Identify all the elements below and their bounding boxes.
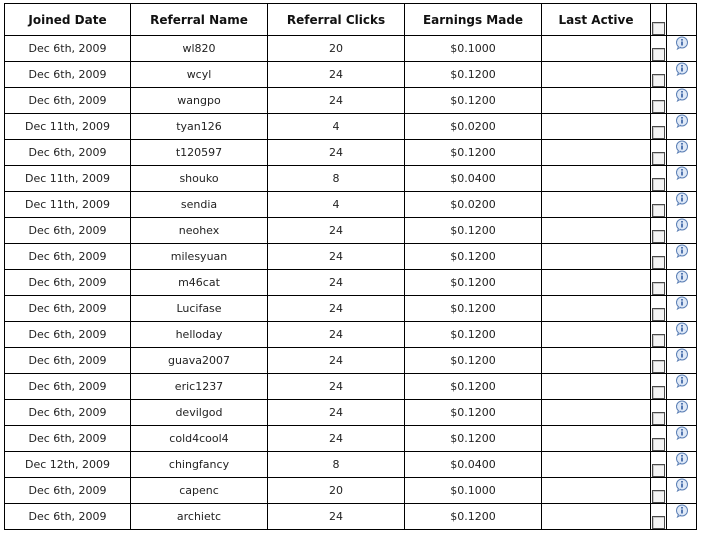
joined-date-cell: Dec 6th, 2009 bbox=[5, 426, 130, 451]
row-info-cell bbox=[667, 348, 696, 373]
info-icon[interactable] bbox=[675, 404, 689, 417]
row-select-checkbox[interactable] bbox=[652, 48, 665, 61]
earnings-made-cell: $0.1200 bbox=[405, 140, 541, 165]
row-select-cell bbox=[651, 192, 666, 217]
info-icon[interactable] bbox=[675, 118, 689, 131]
joined-date-cell: Dec 11th, 2009 bbox=[5, 114, 130, 139]
joined-date-cell: Dec 6th, 2009 bbox=[5, 296, 130, 321]
table-row bbox=[5, 348, 696, 373]
row-select-cell bbox=[651, 166, 666, 191]
row-select-checkbox[interactable] bbox=[652, 152, 665, 165]
row-select-checkbox[interactable] bbox=[652, 256, 665, 269]
referral-name-cell: milesyuan bbox=[131, 244, 267, 269]
referral-clicks-cell: 24 bbox=[268, 62, 404, 87]
info-icon[interactable] bbox=[675, 326, 689, 339]
referral-clicks-cell: 24 bbox=[268, 244, 404, 269]
info-icon[interactable] bbox=[675, 274, 689, 287]
select-all-header bbox=[651, 4, 666, 35]
row-select-checkbox[interactable] bbox=[652, 178, 665, 191]
referral-name-cell: t120597 bbox=[131, 140, 267, 165]
row-info-cell bbox=[667, 244, 696, 269]
referral-clicks-cell: 4 bbox=[268, 114, 404, 139]
row-select-cell bbox=[651, 504, 666, 529]
row-info-cell bbox=[667, 400, 696, 425]
last-active-cell bbox=[542, 270, 650, 295]
joined-date-cell: Dec 6th, 2009 bbox=[5, 348, 130, 373]
referrals-table bbox=[4, 3, 697, 530]
select-all-checkbox[interactable] bbox=[652, 22, 665, 35]
referral-clicks-cell: 4 bbox=[268, 192, 404, 217]
joined-date-cell: Dec 6th, 2009 bbox=[5, 322, 130, 347]
row-select-cell bbox=[651, 244, 666, 269]
last-active-cell bbox=[542, 36, 650, 61]
table-row bbox=[5, 426, 696, 451]
table-row bbox=[5, 504, 696, 529]
row-info-cell bbox=[667, 88, 696, 113]
row-select-cell bbox=[651, 88, 666, 113]
table-row bbox=[5, 88, 696, 113]
info-icon[interactable] bbox=[675, 430, 689, 443]
referral-clicks-cell: 20 bbox=[268, 36, 404, 61]
table-row bbox=[5, 270, 696, 295]
info-icon[interactable] bbox=[675, 40, 689, 53]
referral-clicks-cell: 24 bbox=[268, 296, 404, 321]
referral-clicks-cell: 24 bbox=[268, 218, 404, 243]
last-active-cell bbox=[542, 400, 650, 425]
info-icon[interactable] bbox=[675, 482, 689, 495]
row-select-checkbox[interactable] bbox=[652, 360, 665, 373]
table-body bbox=[5, 36, 696, 529]
row-select-cell bbox=[651, 296, 666, 321]
joined-date-cell: Dec 6th, 2009 bbox=[5, 504, 130, 529]
referral-name-cell: cold4cool4 bbox=[131, 426, 267, 451]
referral-name-cell: devilgod bbox=[131, 400, 267, 425]
row-select-checkbox[interactable] bbox=[652, 516, 665, 529]
referral-clicks-cell: 8 bbox=[268, 166, 404, 191]
info-icon[interactable] bbox=[675, 248, 689, 261]
earnings-made-cell: $0.1200 bbox=[405, 296, 541, 321]
row-info-cell bbox=[667, 426, 696, 451]
last-active-cell bbox=[542, 88, 650, 113]
earnings-made-cell: $0.1200 bbox=[405, 348, 541, 373]
earnings-made-cell: $0.1200 bbox=[405, 270, 541, 295]
row-info-cell bbox=[667, 374, 696, 399]
last-active-cell bbox=[542, 140, 650, 165]
earnings-made-cell: $0.1200 bbox=[405, 244, 541, 269]
info-icon[interactable] bbox=[675, 352, 689, 365]
referral-clicks-cell: 24 bbox=[268, 140, 404, 165]
joined-date-cell: Dec 6th, 2009 bbox=[5, 140, 130, 165]
row-select-cell bbox=[651, 218, 666, 243]
row-info-cell bbox=[667, 452, 696, 477]
earnings-made-cell: $0.1200 bbox=[405, 218, 541, 243]
joined-date-cell: Dec 11th, 2009 bbox=[5, 166, 130, 191]
info-icon[interactable] bbox=[675, 456, 689, 469]
earnings-made-cell: $0.0200 bbox=[405, 114, 541, 139]
joined-date-cell: Dec 6th, 2009 bbox=[5, 88, 130, 113]
row-info-cell bbox=[667, 296, 696, 321]
row-info-cell bbox=[667, 36, 696, 61]
earnings-made-cell: $0.1200 bbox=[405, 374, 541, 399]
last-active-cell bbox=[542, 348, 650, 373]
table-row bbox=[5, 62, 696, 87]
referral-name-cell: neohex bbox=[131, 218, 267, 243]
joined-date-cell: Dec 12th, 2009 bbox=[5, 452, 130, 477]
earnings-made-cell: $0.1200 bbox=[405, 322, 541, 347]
referral-clicks-cell: 8 bbox=[268, 452, 404, 477]
last-active-cell bbox=[542, 296, 650, 321]
row-select-cell bbox=[651, 270, 666, 295]
referral-clicks-cell: 24 bbox=[268, 322, 404, 347]
row-info-cell bbox=[667, 140, 696, 165]
last-active-cell bbox=[542, 114, 650, 139]
referral-name-cell: wl820 bbox=[131, 36, 267, 61]
referral-name-cell: Lucifase bbox=[131, 296, 267, 321]
joined-date-cell: Dec 6th, 2009 bbox=[5, 218, 130, 243]
row-info-cell bbox=[667, 478, 696, 503]
row-select-checkbox[interactable] bbox=[652, 490, 665, 503]
referral-clicks-cell: 24 bbox=[268, 348, 404, 373]
referral-clicks-cell: 24 bbox=[268, 400, 404, 425]
row-select-cell bbox=[651, 400, 666, 425]
row-info-cell bbox=[667, 114, 696, 139]
table-row bbox=[5, 244, 696, 269]
earnings-made-cell: $0.1200 bbox=[405, 504, 541, 529]
info-icon[interactable] bbox=[675, 92, 689, 105]
referral-clicks-cell: 24 bbox=[268, 270, 404, 295]
last-active-cell bbox=[542, 192, 650, 217]
earnings-made-cell: $0.0400 bbox=[405, 452, 541, 477]
row-select-checkbox[interactable] bbox=[652, 230, 665, 243]
last-active-cell bbox=[542, 166, 650, 191]
row-select-cell bbox=[651, 140, 666, 165]
earnings-made-cell: $0.1200 bbox=[405, 400, 541, 425]
table-row bbox=[5, 114, 696, 139]
referral-name-header[interactable]: Referral Name bbox=[131, 4, 267, 35]
info-icon[interactable] bbox=[675, 144, 689, 157]
referral-clicks-cell: 24 bbox=[268, 426, 404, 451]
info-icon[interactable] bbox=[675, 196, 689, 209]
row-select-checkbox[interactable] bbox=[652, 100, 665, 113]
joined-date-cell: Dec 6th, 2009 bbox=[5, 400, 130, 425]
earnings-made-cell: $0.1000 bbox=[405, 36, 541, 61]
table-row bbox=[5, 218, 696, 243]
joined-date-cell: Dec 6th, 2009 bbox=[5, 244, 130, 269]
table-row bbox=[5, 452, 696, 477]
row-select-cell bbox=[651, 478, 666, 503]
joined-date-header[interactable]: Joined Date bbox=[5, 4, 130, 35]
row-select-checkbox[interactable] bbox=[652, 126, 665, 139]
last-active-cell bbox=[542, 504, 650, 529]
referral-name-cell: chingfancy bbox=[131, 452, 267, 477]
joined-date-cell: Dec 6th, 2009 bbox=[5, 62, 130, 87]
referral-name-cell: shouko bbox=[131, 166, 267, 191]
info-icon[interactable] bbox=[675, 378, 689, 391]
info-icon[interactable] bbox=[675, 508, 689, 521]
referral-name-cell: m46cat bbox=[131, 270, 267, 295]
table-row bbox=[5, 296, 696, 321]
row-select-checkbox[interactable] bbox=[652, 438, 665, 451]
earnings-made-cell: $0.1200 bbox=[405, 88, 541, 113]
joined-date-cell: Dec 6th, 2009 bbox=[5, 270, 130, 295]
joined-date-cell: Dec 11th, 2009 bbox=[5, 192, 130, 217]
row-select-cell bbox=[651, 114, 666, 139]
joined-date-cell: Dec 6th, 2009 bbox=[5, 374, 130, 399]
referral-clicks-header[interactable]: Referral Clicks bbox=[268, 4, 404, 35]
last-active-cell bbox=[542, 244, 650, 269]
row-select-cell bbox=[651, 62, 666, 87]
table-row bbox=[5, 322, 696, 347]
row-info-cell bbox=[667, 218, 696, 243]
row-select-cell bbox=[651, 452, 666, 477]
row-info-cell bbox=[667, 504, 696, 529]
row-select-checkbox[interactable] bbox=[652, 74, 665, 87]
referral-clicks-cell: 20 bbox=[268, 478, 404, 503]
info-icon[interactable] bbox=[675, 170, 689, 183]
row-select-cell bbox=[651, 348, 666, 373]
last-active-cell bbox=[542, 452, 650, 477]
row-select-checkbox[interactable] bbox=[652, 386, 665, 399]
joined-date-cell: Dec 6th, 2009 bbox=[5, 478, 130, 503]
earnings-made-cell: $0.0400 bbox=[405, 166, 541, 191]
referral-name-cell: capenc bbox=[131, 478, 267, 503]
row-select-checkbox[interactable] bbox=[652, 308, 665, 321]
actions-header bbox=[667, 4, 696, 35]
row-select-checkbox[interactable] bbox=[652, 412, 665, 425]
referral-name-cell: archietc bbox=[131, 504, 267, 529]
referral-clicks-cell: 24 bbox=[268, 88, 404, 113]
table-row bbox=[5, 140, 696, 165]
earnings-made-cell: $0.1200 bbox=[405, 426, 541, 451]
referral-name-cell: tyan126 bbox=[131, 114, 267, 139]
last-active-cell bbox=[542, 478, 650, 503]
table-row bbox=[5, 192, 696, 217]
referral-name-cell: guava2007 bbox=[131, 348, 267, 373]
row-info-cell bbox=[667, 166, 696, 191]
table-header-row bbox=[5, 4, 696, 35]
row-select-cell bbox=[651, 322, 666, 347]
row-select-checkbox[interactable] bbox=[652, 464, 665, 477]
referral-name-cell: helloday bbox=[131, 322, 267, 347]
referral-name-cell: wcyl bbox=[131, 62, 267, 87]
row-info-cell bbox=[667, 322, 696, 347]
info-icon[interactable] bbox=[675, 222, 689, 235]
table-row bbox=[5, 36, 696, 61]
row-info-cell bbox=[667, 192, 696, 217]
info-icon[interactable] bbox=[675, 300, 689, 313]
last-active-cell bbox=[542, 218, 650, 243]
table-row bbox=[5, 374, 696, 399]
referral-name-cell: eric1237 bbox=[131, 374, 267, 399]
row-info-cell bbox=[667, 62, 696, 87]
row-select-checkbox[interactable] bbox=[652, 282, 665, 295]
last-active-cell bbox=[542, 62, 650, 87]
last-active-header[interactable]: Last Active bbox=[542, 4, 650, 35]
joined-date-cell: Dec 6th, 2009 bbox=[5, 36, 130, 61]
referral-name-cell: sendia bbox=[131, 192, 267, 217]
earnings-made-header[interactable]: Earnings Made bbox=[405, 4, 541, 35]
earnings-made-cell: $0.1200 bbox=[405, 62, 541, 87]
row-select-cell bbox=[651, 374, 666, 399]
table-row bbox=[5, 166, 696, 191]
row-select-cell bbox=[651, 36, 666, 61]
row-select-checkbox[interactable] bbox=[652, 334, 665, 347]
table-row bbox=[5, 478, 696, 503]
referral-clicks-cell: 24 bbox=[268, 504, 404, 529]
last-active-cell bbox=[542, 426, 650, 451]
earnings-made-cell: $0.0200 bbox=[405, 192, 541, 217]
referral-clicks-cell: 24 bbox=[268, 374, 404, 399]
info-icon[interactable] bbox=[675, 66, 689, 79]
last-active-cell bbox=[542, 322, 650, 347]
earnings-made-cell: $0.1000 bbox=[405, 478, 541, 503]
row-select-checkbox[interactable] bbox=[652, 204, 665, 217]
referral-name-cell: wangpo bbox=[131, 88, 267, 113]
row-info-cell bbox=[667, 270, 696, 295]
last-active-cell bbox=[542, 374, 650, 399]
row-select-cell bbox=[651, 426, 666, 451]
table-row bbox=[5, 400, 696, 425]
